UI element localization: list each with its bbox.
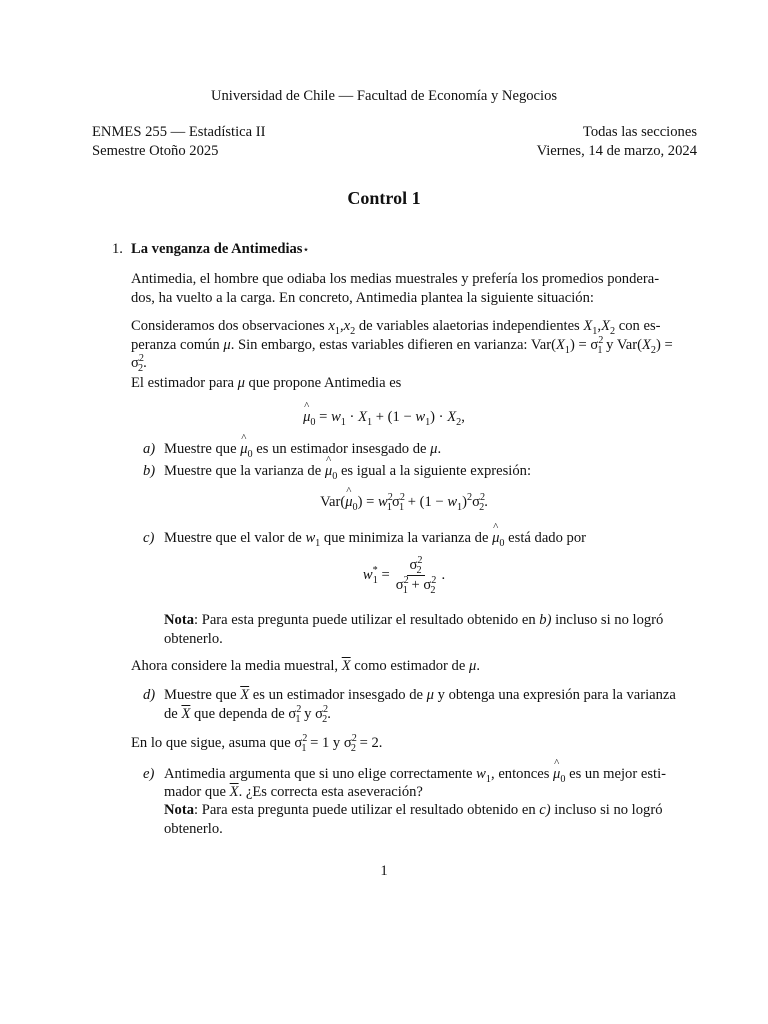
sample-mean-intro: Ahora considere la media muestral, $\overline{X}$ como estimador de μ.: [131, 658, 480, 674]
page-title: Control 1: [347, 188, 421, 208]
part-c-text: Muestre que el valor de $w_1$ que minimiza la varianza de ^ $\mu_0$ está dado por: [164, 530, 586, 547]
exam-date: Viernes, 14 de marzo, 2024: [536, 143, 697, 159]
part-d-label: d): [143, 687, 156, 703]
estimator-equation: ^ $\mu_0 = w_1 \cdot X_1 + (1 - w_1) \cdot X_2$,: [0, 409, 768, 426]
assumption-line: En lo que sigue, asuma que $\sigma^2_1 = 1$ y $\sigma^2_2 = 2$.: [131, 733, 383, 754]
part-b-text: Muestre que la varianza de ^ $\mu_0$ es igual a la siguiente expresión:: [164, 463, 531, 480]
intro-line-1: Antimedia, el hombre que odiaba los medias muestrales y prefería los promedios pondera-: [131, 271, 660, 287]
part-c-label: c): [143, 530, 155, 546]
semester-label: Semestre Otoño 2025: [92, 143, 219, 159]
part-e-label: e): [143, 766, 155, 782]
problem-number: 1.: [112, 241, 123, 257]
star-icon: ⋆: [302, 244, 310, 256]
part-e-text: Antimedia argumenta que si uno elige correctamente $w_1$, entonces ^ $\mu_0$ es un mejor esti-: [164, 766, 666, 783]
part-b-label: b): [143, 463, 156, 479]
part-c-note-line-2: obtenerlo.: [164, 631, 223, 647]
part-d-line-2: de $\overline{X}$ que dependa de $\sigma^2_1$ y $\sigma^2_2$.: [164, 704, 331, 725]
institution-line: Universidad de Chile — Facultad de Economía y Negocios: [210, 88, 558, 104]
page-number: 1: [380, 863, 388, 879]
part-a-label: a): [143, 441, 156, 457]
part-a-text: Muestre que ^ $\mu_0$ es un estimador insesgado de μ.: [164, 441, 441, 458]
setup-line-2: peranza común μ. Sin embargo, estas variables difieren en varianza: $Var(X_1) = \sigma^2_1$ y $Var(X_2)$ =: [131, 335, 673, 356]
intro-line-2: dos, ha vuelto a la carga. En concreto, Antimedia plantea la siguiente situación:: [131, 290, 594, 306]
sections-label: Todas las secciones: [582, 124, 697, 140]
setup-line-1: Consideramos dos observaciones $x_1,x_2$ de variables alaetorias independientes $X_1,X_2$ con es-: [131, 318, 661, 337]
part-e-note: Nota: Para esta pregunta puede utilizar el resultado obtenido en c) incluso si no logró: [164, 802, 663, 818]
estimator-intro: El estimador para μ que propone Antimedia es: [131, 375, 402, 391]
part-e-line-2: mador que $\overline{X}$. ¿Es correcta esta aseveración?: [164, 784, 423, 800]
variance-equation: Var(^ $\mu_0) = w^2_1\sigma^2_1 + (1 - w_1)^2\sigma^2_2$.: [0, 494, 768, 511]
part-d-text: Muestre que $\overline{X}$ es un estimador insesgado de μ y obtenga una expresión para la varianza: [164, 687, 676, 703]
part-e-note-line-2: obtenerlo.: [164, 821, 223, 837]
problem-heading-text: La venganza de Antimedias: [131, 241, 303, 257]
optimal-weight-equation: $w^*_1$ = $\frac{\sigma^2_2}{\sigma^2_1 + \sigma^2_2}$ .: [362, 555, 446, 596]
part-c-note: Nota: Para esta pregunta puede utilizar el resultado obtenido en b) incluso si no logró: [164, 612, 664, 628]
problem-heading: [131, 241, 309, 258]
setup-line-3: $\sigma^2_2$.: [131, 353, 147, 374]
course-name: ENMES 255 — Estadística II: [92, 124, 266, 140]
